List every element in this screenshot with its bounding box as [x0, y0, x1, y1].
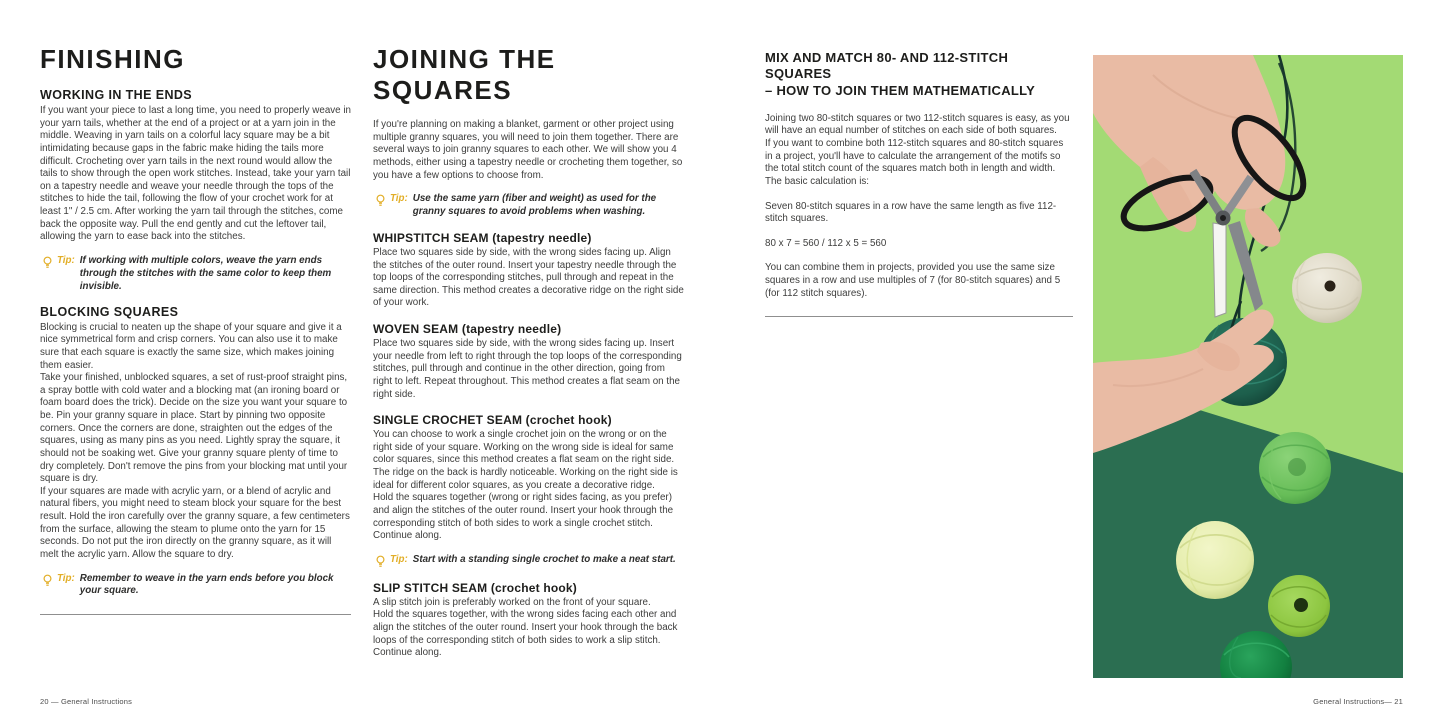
paragraph-slip-stitch-1: A slip stitch join is preferably worked on the front of your square.	[373, 596, 651, 608]
heading-whipstitch-seam: WHIPSTITCH SEAM (tapestry needle)	[373, 230, 592, 245]
tip-weave-before-blocking	[42, 573, 351, 599]
tip-label: Tip:	[57, 572, 75, 584]
yarn-ball-cream	[1292, 253, 1362, 323]
paragraph-mix-2: If you want to combine both 112-stitch squares and 80-stitch squares in a project, you'll have to calculate the arrangement of the motifs so the total stitch count of the squares match both in length and width. The basic calculation is:	[765, 138, 1064, 187]
paragraph-woven: Place two squares side by side, with the wrong sides facing up. Insert your needle from left to right through the top loops of the corresponding stitches, pull through and continue in the other direction, going from right to left. Repeat throughout. This method creates a flat seam on the right side.	[373, 338, 682, 400]
footer-page-21: General Instructions— 21	[1313, 697, 1403, 706]
paragraph-single-crochet-1: You can choose to work a single crochet join on the wrong or on the right side of your square. Working on the wrong side is ideal for same color squares, since this method creates a flat seam on the right side. The ridge on the back is hardly noticeable. Working on the right side is ideal for different color squares, as you create a decorative ridge.	[373, 429, 678, 491]
mix-and-match-column	[765, 50, 1073, 317]
paragraph-single-crochet-2: Hold the squares together (wrong or right sides facing, as you prefer) and align the stitches of the outer round. Insert your hook through the corresponding stitch of both sides to work a single crochet stitch. Continue along.	[373, 492, 674, 542]
left-column-divider	[40, 614, 351, 615]
tip-text: Start with a standing single crochet to make a neat start.	[412, 553, 676, 565]
heading-working-in-the-ends: WORKING IN THE ENDS	[40, 88, 193, 102]
heading-slip-stitch-seam: SLIP STITCH SEAM (crochet hook)	[373, 580, 577, 595]
heading-mix-and-match-line2: – HOW TO JOIN THEM MATHEMATICALLY	[765, 82, 1036, 98]
page-title-joining: JOINING THE SQUARES	[373, 44, 556, 105]
tip-label: Tip:	[57, 254, 75, 266]
heading-woven-seam: WOVEN SEAM (tapestry needle)	[373, 322, 562, 337]
paragraph-blocking-3: If your squares are made with acrylic yarn, or a blend of acrylic and natural fibers, you might need to steam block your square for the best result. Hold the iron carefully over the granny square, a few centimeters from the surface, allowing the steam to plume onto the yarn for 15 seconds. Do not put the iron directly on the granny square, as it will melt the acrylic yarn. Allow the square to dry.	[40, 485, 350, 560]
yarn-ball-pale-yellow	[1176, 521, 1254, 599]
lightbulb-icon	[375, 194, 386, 208]
paragraph-mix-4: You can combine them in projects, provided you use the same size squares in a row and use multiples of 7 (for 80-stitch squares) and 5 (for 112 stitch squares).	[765, 262, 1061, 299]
yarn-ball-medium-green	[1259, 432, 1331, 504]
lightbulb-icon	[42, 574, 53, 588]
right-column-divider	[765, 316, 1073, 317]
paragraph-working-in-the-ends: If you want your piece to last a long time, you need to properly weave in your yarn tails, whether at the end of a project or at a yarn join in the middle. Weaving in yarn tails on a colorful lacy square may be a bit intimidating because gaps in the fabric make hiding the tails more difficult. Crocheting over yarn tails in the next round would allow the tails to show through the open work stitches. Instead, take your yarn tail on a tapestry needle and weave your needle through the tops of the stitches to hide the tail, following the flow of your crochet work for at least 1" / 2.5 cm. After working the yarn tail through the stitches, come back the opposite way. Pull the end gently and cut the leftover tail, allowing the yarn to ease back into the stitches.	[40, 105, 351, 243]
paragraph-whipstitch: Place two squares side by side, with the wrong sides facing up. Align the stitches of the outer round. Insert your tapestry needle through the top loops of the corresponding stitches, pull through and repeat in the same direction. This method creates a decorative ridge on the right side of your work.	[373, 246, 684, 309]
tip-label: Tip:	[390, 553, 408, 565]
yarn-ball-apple-green	[1268, 575, 1330, 637]
tip-text: If working with multiple colors, weave the yarn ends through the stitches with the same color to keep them invisible.	[79, 254, 332, 292]
paragraph-mix-1: Joining two 80-stitch squares or two 112-stitch squares is easy, as you will have an equal number of stitches on each side of both squares.	[765, 112, 1070, 137]
tip-text: Use the same yarn (fiber and weight) as used for the granny squares to avoid problems when washing.	[412, 193, 657, 218]
paragraph-mix-3: Seven 80-stitch squares in a row have the same length as five 112-stitch squares.	[765, 200, 1057, 225]
yarn-cutting-photo	[1093, 55, 1403, 678]
lightbulb-icon	[42, 256, 53, 270]
footer-page-20: 20 — General Instructions	[40, 697, 133, 706]
heading-blocking-squares: BLOCKING SQUARES	[40, 304, 179, 319]
paragraph-slip-stitch-2: Hold the squares together, with the wrong sides facing each other and align the stitches of the outer round. Insert your hook through the back loops of the corresponding stitch of both sides to work a slip stitch. Continue along.	[373, 609, 678, 659]
tip-label: Tip:	[390, 193, 408, 205]
page-title-finishing: FINISHING	[40, 44, 185, 74]
heading-single-crochet-seam: SINGLE CROCHET SEAM (crochet hook)	[373, 413, 612, 428]
joining-column	[373, 44, 685, 660]
finishing-column	[40, 44, 351, 615]
tip-standing-single-crochet	[375, 554, 685, 569]
paragraph-joining-intro: If you're planning on making a blanket, garment or other project using multiple granny squares, you will need to join them together. There are several ways to join granny squares to each other. We will show you 4 methods, either using a tapestry needle or crocheting them together, so you have a few options to choose from.	[373, 119, 683, 181]
heading-mix-and-match-line1: MIX AND MATCH 80- AND 112-STITCH SQUARES	[765, 50, 1009, 82]
heading-mix-and-match	[765, 50, 1073, 99]
yarn-cutting-illustration	[1093, 55, 1403, 678]
paragraph-blocking-2: Take your finished, unblocked squares, a set of rust-proof straight pins, a spray bottle with cold water and a blocking mat (an ironing board or foam board does the trick). Decide on the size you want your square to be. Pin your granny square in place. Start by pinning two opposite corners. Once the corners are done, straighten out the edges of the squares, using as many pins as you need. Lightly spray the square, it should not be soaking wet. Give your granny square plenty of time to dry completely. Don't remove the pins from your blocking mat until your square is dry.	[40, 372, 348, 485]
paragraph-blocking-1: Blocking is crucial to neaten up the shape of your square and give it a nice symmetrical form and crisp corners. You can also use it to make sure that each square is exactly the same size, which makes joining them easier.	[40, 321, 342, 371]
tip-text: Remember to weave in the yarn ends before you block your square.	[79, 572, 334, 597]
tip-weave-same-color	[42, 255, 351, 294]
tip-same-yarn	[375, 193, 685, 219]
formula-text: 80 x 7 = 560 / 112 x 5 = 560	[765, 237, 887, 249]
lightbulb-icon	[375, 555, 386, 569]
